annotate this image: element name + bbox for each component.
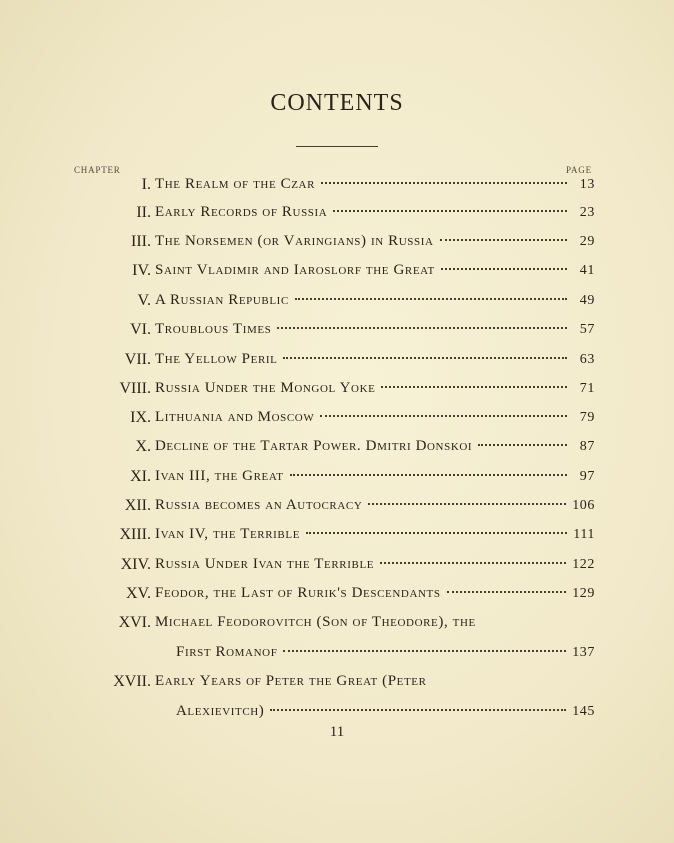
chapter-title: Decline of the Tartar Power. Dmitri Donskoi — [155, 438, 473, 454]
chapter-title-line — [155, 438, 595, 455]
chapter-title-line — [155, 585, 595, 602]
page-number: 79 — [579, 410, 595, 425]
dot-leader — [306, 532, 567, 534]
chapter-title-line — [155, 556, 595, 573]
chapter-number: XII. — [124, 497, 151, 514]
chapter-number: XV. — [125, 585, 151, 602]
toc-entry — [0, 176, 674, 202]
title-rule — [296, 146, 378, 147]
chapter-number: VI. — [130, 321, 151, 338]
chapter-title: The Yellow Peril — [155, 351, 278, 367]
chapter-number: XI. — [130, 468, 151, 485]
chapter-title-continuation-line — [176, 644, 595, 661]
chapter-number: VII. — [124, 351, 151, 368]
chapter-title: Troublous Times — [155, 321, 272, 337]
dot-leader — [295, 298, 567, 300]
dot-leader — [277, 327, 567, 329]
chapter-number: II. — [136, 204, 151, 221]
chapter-number: X. — [135, 438, 151, 455]
chapter-title-line — [155, 351, 595, 368]
page-number: 13 — [579, 177, 595, 192]
toc-entry — [0, 262, 674, 288]
page-number: 71 — [579, 381, 595, 396]
chapter-number: XVII. — [113, 673, 151, 690]
chapter-title: Early Records of Russia — [155, 204, 328, 220]
chapter-title-line — [155, 233, 595, 250]
page-number: 129 — [572, 586, 595, 601]
chapter-title: Ivan III, the Great — [155, 468, 284, 484]
dot-leader — [478, 444, 567, 446]
page-number: 49 — [579, 293, 595, 308]
chapter-title-line — [155, 292, 595, 309]
toc-entry — [0, 556, 674, 582]
chapter-title: Russia Under Ivan the Terrible — [155, 556, 375, 572]
chapter-title-line — [155, 614, 595, 631]
page-number: 137 — [572, 645, 595, 660]
toc-entry — [0, 409, 674, 435]
toc-entry — [0, 351, 674, 377]
toc-entry — [0, 468, 674, 494]
chapter-title: The Realm of the Czar — [155, 176, 316, 192]
chapter-title-line — [155, 204, 595, 221]
chapter-title: Early Years of Peter the Great (Peter — [155, 673, 427, 689]
page-title: CONTENTS — [270, 90, 404, 116]
dot-leader — [380, 562, 566, 564]
dot-leader — [283, 357, 567, 359]
toc-entry — [0, 497, 674, 523]
toc-entry — [0, 380, 674, 406]
chapter-number: V. — [137, 292, 151, 309]
chapter-title-line — [155, 321, 595, 338]
page-number: 87 — [579, 439, 595, 454]
toc-entry — [0, 673, 674, 719]
chapter-title: Michael Feodorovitch (Son of Theodore), the — [155, 614, 476, 630]
chapter-number: XVI. — [118, 614, 151, 631]
dot-leader — [333, 210, 567, 212]
chapter-title-line — [155, 262, 595, 279]
dot-leader — [381, 386, 567, 388]
page-folio: 11 — [329, 724, 345, 740]
chapter-number: I. — [141, 176, 151, 193]
chapter-number: III. — [131, 233, 151, 250]
chapter-title: Saint Vladimir and Iaroslorf the Great — [155, 262, 435, 278]
dot-leader — [447, 591, 567, 593]
chapter-title: Lithuania and Moscow — [155, 409, 315, 425]
chapter-title-line — [155, 468, 595, 485]
toc-entry — [0, 321, 674, 347]
chapter-number: XIV. — [120, 556, 151, 573]
page-number: 41 — [579, 263, 595, 278]
chapter-number: IV. — [132, 262, 151, 279]
toc-entry — [0, 233, 674, 259]
dot-leader — [441, 268, 567, 270]
toc-entry — [0, 292, 674, 318]
chapter-title-continuation: First Romanof — [176, 644, 278, 660]
page-number: 122 — [572, 557, 595, 572]
page-number: 63 — [579, 352, 595, 367]
page-column-header: PAGE — [566, 165, 592, 175]
chapter-title: Russia Under the Mongol Yoke — [155, 380, 376, 396]
chapter-title-continuation-line — [176, 703, 595, 720]
chapter-number: VIII. — [119, 380, 151, 397]
dot-leader — [270, 709, 566, 711]
chapter-title-line — [155, 409, 595, 426]
page-number: 23 — [579, 205, 595, 220]
page-number: 29 — [579, 234, 595, 249]
dot-leader — [320, 415, 567, 417]
page-number: 145 — [572, 704, 595, 719]
chapter-title-line — [155, 380, 595, 397]
chapter-title: A Russian Republic — [155, 292, 289, 308]
chapter-title-continuation: Alexievitch) — [176, 703, 265, 719]
chapter-title: The Norsemen (or Varingians) in Russia — [155, 233, 434, 249]
toc-entry — [0, 585, 674, 611]
toc-entry — [0, 526, 674, 552]
chapter-title-line — [155, 176, 595, 193]
chapter-column-header: CHAPTER — [74, 165, 121, 175]
page-number: 111 — [573, 527, 595, 542]
page-number: 106 — [572, 498, 595, 513]
chapter-title-line — [155, 497, 595, 514]
toc-entry — [0, 614, 674, 660]
dot-leader — [283, 650, 566, 652]
chapter-title: Ivan IV, the Terrible — [155, 526, 301, 542]
dot-leader — [368, 503, 566, 505]
page-number: 57 — [579, 322, 595, 337]
chapter-title: Feodor, the Last of Rurik's Descendants — [155, 585, 441, 601]
dot-leader — [321, 182, 567, 184]
dot-leader — [440, 239, 568, 241]
toc-entry — [0, 438, 674, 464]
chapter-title: Russia becomes an Autocracy — [155, 497, 363, 513]
dot-leader — [290, 474, 567, 476]
page-number: 97 — [579, 469, 595, 484]
chapter-title-line — [155, 673, 595, 690]
toc-entry — [0, 204, 674, 230]
chapter-number: XIII. — [119, 526, 151, 543]
chapter-number: IX. — [130, 409, 151, 426]
chapter-title-line — [155, 526, 595, 543]
